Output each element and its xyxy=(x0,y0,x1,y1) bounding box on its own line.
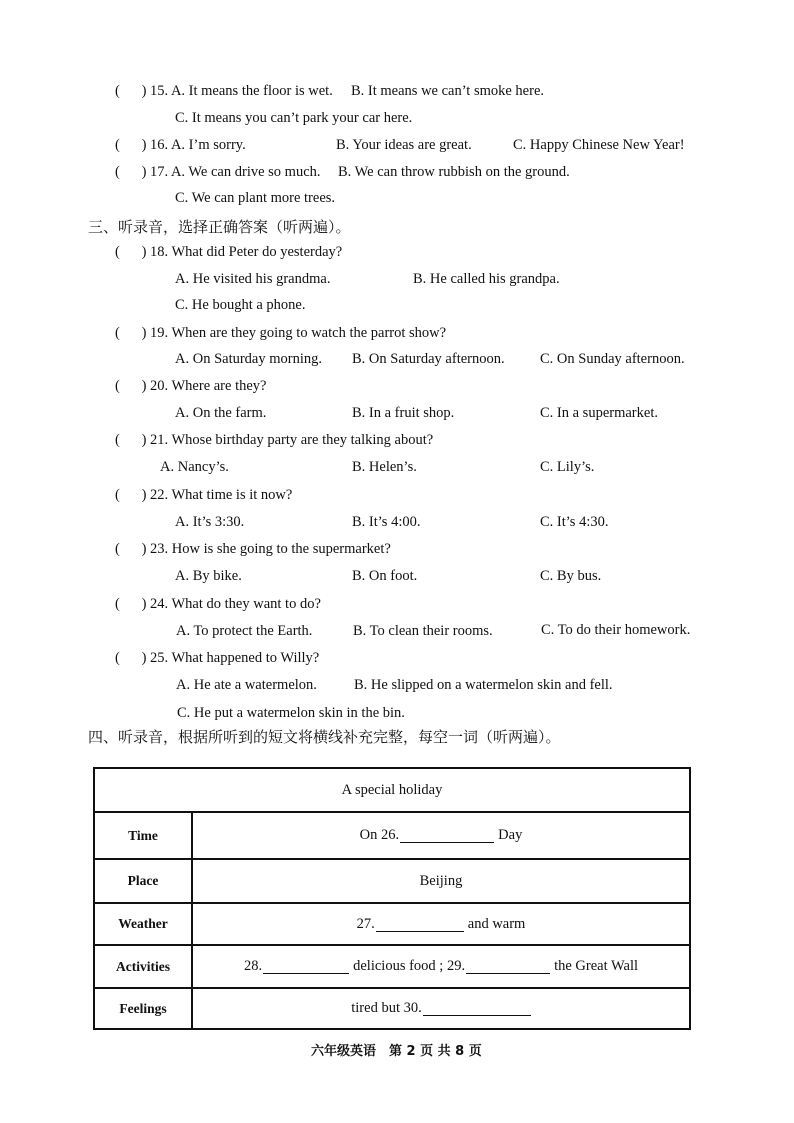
question-15-option-c: C. It means you can’t park your car here. xyxy=(175,110,413,126)
question-19-option-a: A. On Saturday morning. xyxy=(175,351,322,367)
feelings-value xyxy=(193,989,689,1028)
answer-paren-21[interactable]: ( ) xyxy=(115,432,147,448)
activities-value xyxy=(193,946,689,987)
blank-26[interactable] xyxy=(400,828,494,843)
question-18-option-c: C. He bought a phone. xyxy=(175,297,306,313)
question-22-stem: 22. What time is it now? xyxy=(150,487,293,503)
question-22-option-b: B. It’s 4:00. xyxy=(352,514,421,530)
answer-paren-25[interactable]: ( ) xyxy=(115,650,147,666)
weather-label: Weather xyxy=(95,904,193,944)
table-row-time xyxy=(95,811,689,858)
question-16-option-a: 16. A. I’m sorry. xyxy=(150,137,246,153)
question-24-option-a: A. To protect the Earth. xyxy=(176,623,313,639)
question-17-option-b: B. We can throw rubbish on the ground. xyxy=(338,164,570,180)
question-15-option-a: 15. A. It means the floor is wet. xyxy=(150,83,333,99)
table-row-place xyxy=(95,858,689,902)
question-20-option-c: C. In a supermarket. xyxy=(540,405,658,421)
question-16-option-b: B. Your ideas are great. xyxy=(336,137,472,153)
question-19-stem: 19. When are they going to watch the parrot show? xyxy=(150,325,447,341)
question-23-option-c: C. By bus. xyxy=(540,568,602,584)
question-23-stem: 23. How is she going to the supermarket? xyxy=(150,541,391,557)
question-18-option-a: A. He visited his grandma. xyxy=(175,271,331,287)
activities-middle: delicious food ; 29. xyxy=(353,958,466,974)
question-16-option-c: C. Happy Chinese New Year! xyxy=(513,137,685,153)
question-17-option-a: 17. A. We can drive so much. xyxy=(150,164,321,180)
answer-paren-23[interactable]: ( ) xyxy=(115,541,147,557)
question-25-option-b: B. He slipped on a watermelon skin and fell. xyxy=(354,677,613,693)
blank-27[interactable] xyxy=(376,917,464,932)
place-value: Beijing xyxy=(419,872,463,889)
holiday-table xyxy=(93,767,691,1030)
answer-paren-20[interactable]: ( ) xyxy=(115,378,147,394)
feelings-prefix: tired but 30. xyxy=(351,1000,422,1016)
time-prefix: On 26. xyxy=(359,827,400,843)
question-25-option-c: C. He put a watermelon skin in the bin. xyxy=(177,705,405,721)
answer-paren-17[interactable]: ( ) xyxy=(115,164,147,180)
place-label: Place xyxy=(95,860,193,902)
time-value xyxy=(193,813,689,858)
table-title-row xyxy=(95,769,689,811)
question-21-option-c: C. Lily’s. xyxy=(540,459,595,475)
weather-suffix: and warm xyxy=(467,915,526,932)
question-23-option-b: B. On foot. xyxy=(352,568,418,584)
page-footer: 六年级英语 第 2 页 共 8 页 xyxy=(311,1044,482,1059)
table-row-feelings xyxy=(95,987,689,1028)
weather-value xyxy=(193,904,689,944)
activities-label: Activities xyxy=(95,946,193,987)
answer-paren-19[interactable]: ( ) xyxy=(115,325,147,341)
time-label: Time xyxy=(95,813,193,858)
table-row-activities xyxy=(95,944,689,987)
blank-29[interactable] xyxy=(466,959,550,974)
table-title: A special holiday xyxy=(341,781,443,798)
answer-paren-16[interactable]: ( ) xyxy=(115,137,147,153)
answer-paren-22[interactable]: ( ) xyxy=(115,487,147,503)
question-22-option-a: A. It’s 3:30. xyxy=(175,514,245,530)
answer-paren-15[interactable]: ( ) xyxy=(115,83,147,99)
blank-30[interactable] xyxy=(423,1001,531,1016)
question-22-option-c: C. It’s 4:30. xyxy=(540,514,609,530)
time-suffix: Day xyxy=(498,827,523,843)
question-17-option-c: C. We can plant more trees. xyxy=(175,190,336,206)
question-24-stem: 24. What do they want to do? xyxy=(150,596,321,612)
table-row-weather xyxy=(95,902,689,944)
section-4-heading: 四、听录音，根据所听到的短文将横线补充完整，每空一词（听两遍）。 xyxy=(88,728,561,746)
question-25-option-a: A. He ate a watermelon. xyxy=(176,677,317,693)
question-15-option-b: B. It means we can’t smoke here. xyxy=(351,83,545,99)
question-24-option-b: B. To clean their rooms. xyxy=(353,623,493,639)
section-3-heading: 三、听录音，选择正确答案（听两遍）。 xyxy=(88,218,351,236)
answer-paren-18[interactable]: ( ) xyxy=(115,244,147,260)
question-20-option-b: B. In a fruit shop. xyxy=(352,405,455,421)
question-19-option-c: C. On Sunday afternoon. xyxy=(540,351,685,367)
answer-paren-24[interactable]: ( ) xyxy=(115,596,147,612)
activities-prefix: 28. xyxy=(243,958,263,974)
feelings-label: Feelings xyxy=(95,989,193,1028)
question-23-option-a: A. By bike. xyxy=(175,568,242,584)
question-20-option-a: A. On the farm. xyxy=(175,405,267,421)
question-19-option-b: B. On Saturday afternoon. xyxy=(352,351,505,367)
question-24-option-c: C. To do their homework. xyxy=(541,622,691,638)
question-20-stem: 20. Where are they? xyxy=(150,378,267,394)
question-21-stem: 21. Whose birthday party are they talking about? xyxy=(150,432,434,448)
blank-28[interactable] xyxy=(263,959,349,974)
weather-prefix: 27. xyxy=(356,915,375,932)
question-18-option-b: B. He called his grandpa. xyxy=(413,271,560,287)
activities-suffix: the Great Wall xyxy=(554,958,638,974)
question-18-stem: 18. What did Peter do yesterday? xyxy=(150,244,343,260)
question-21-option-a: A. Nancy’s. xyxy=(160,459,229,475)
question-21-option-b: B. Helen’s. xyxy=(352,459,417,475)
question-25-stem: 25. What happened to Willy? xyxy=(150,650,320,666)
